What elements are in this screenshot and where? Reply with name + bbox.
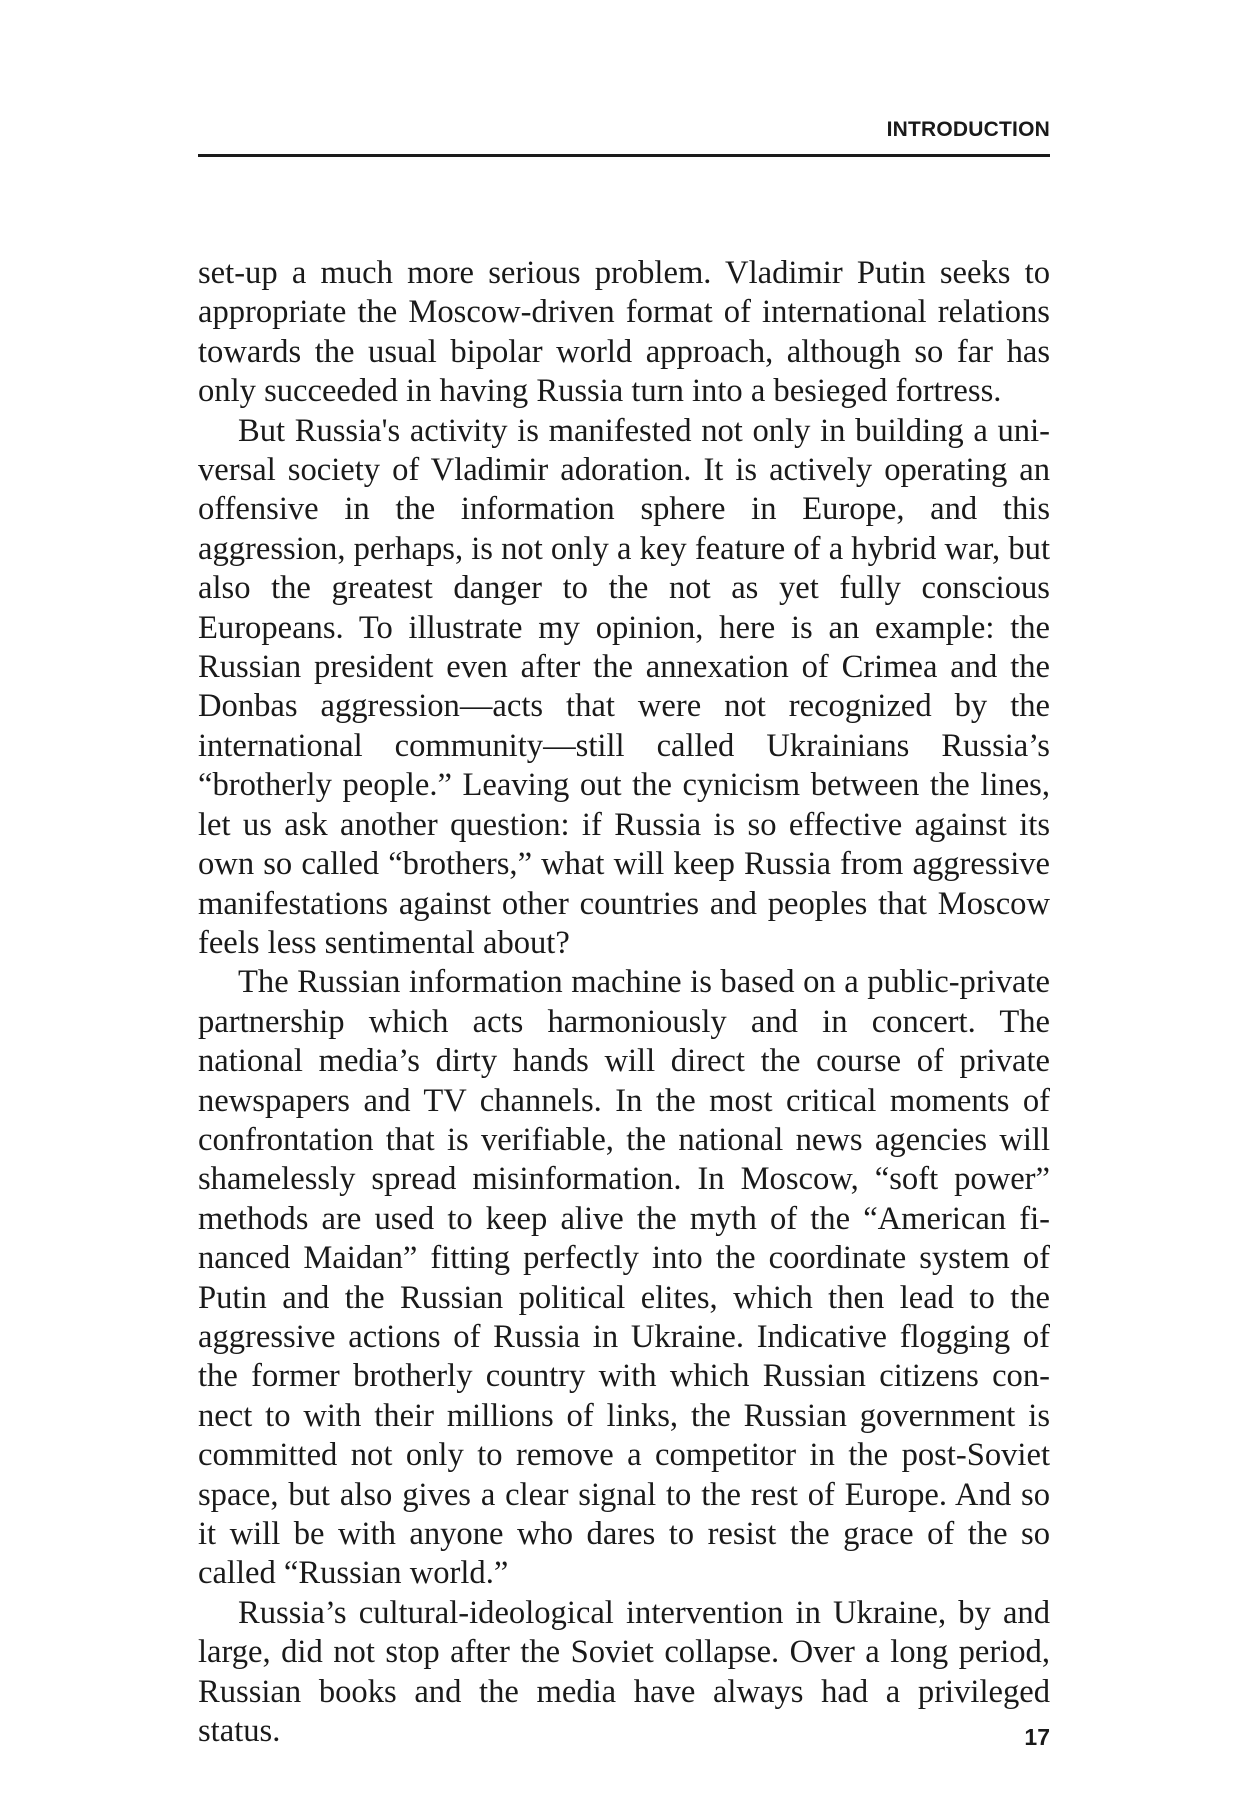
running-header: [198, 118, 1050, 157]
paragraph-continuation: set-up a much more serious problem. Vladimir Putin seeks to appropriate the Moscow-driven format of international relations towards the usual bipolar world approach, although so far has only succeeded in having Russia turn into a besieged fortress.: [198, 255, 1050, 410]
section-title: INTRODUCTION: [886, 118, 1050, 141]
paragraph: The Russian information machine is based on a public-private partnership which acts harmoniously and in concert. The national media’s dirty hands will direct the course of private newspapers and TV channels. In the most critical moments of confrontation that is verifiable, the national news agencies will shamelessly spread misinformation. In Moscow, “soft power” methods are used to keep alive the myth of the “American financed Maidan” fitting perfectly into the coordinate system of Putin and the Russian political elites, which then lead to the aggressive actions of Russia in Ukraine. Indicative flogging of the former brotherly country with which Russian citizens connect to with their millions of links, the Russian government is committed not only to remove a competitor in the post-Soviet space, but also gives a clear signal to the rest of Europe. And so it will be with anyone who dares to resist the grace of the so called “Russian world.”: [198, 964, 1050, 1592]
page-number: 17: [1024, 1724, 1050, 1750]
body-text: [198, 254, 1050, 1751]
paragraph: Russia’s cultural-ideological intervention in Ukraine, by and large, did not stop after the Soviet collapse. Over a long period, Russian books and the media have always had a privileged status.: [198, 1594, 1050, 1750]
paragraph: But Russia's activity is manifested not only in building a universal society of Vladimir adoration. It is actively operating an offensive in the information sphere in Europe, and this aggression, perhaps, is not only a key feature of a hybrid war, but also the greatest danger to the not as yet fully conscious Europeans. To illustrate my opinion, here is an example: the Russian president even after the annexation of Crimea and the Donbas aggression—acts that were not recognized by the international community—still called Ukrainians Russia’s “brotherly people.” Leaving out the cynicism between the lines, let us ask another question: if Russia is so effective against its own so called “brothers,” what will keep Russia from aggressive manifestations against other countries and peoples that Moscow feels less sentimental about?: [198, 412, 1050, 961]
